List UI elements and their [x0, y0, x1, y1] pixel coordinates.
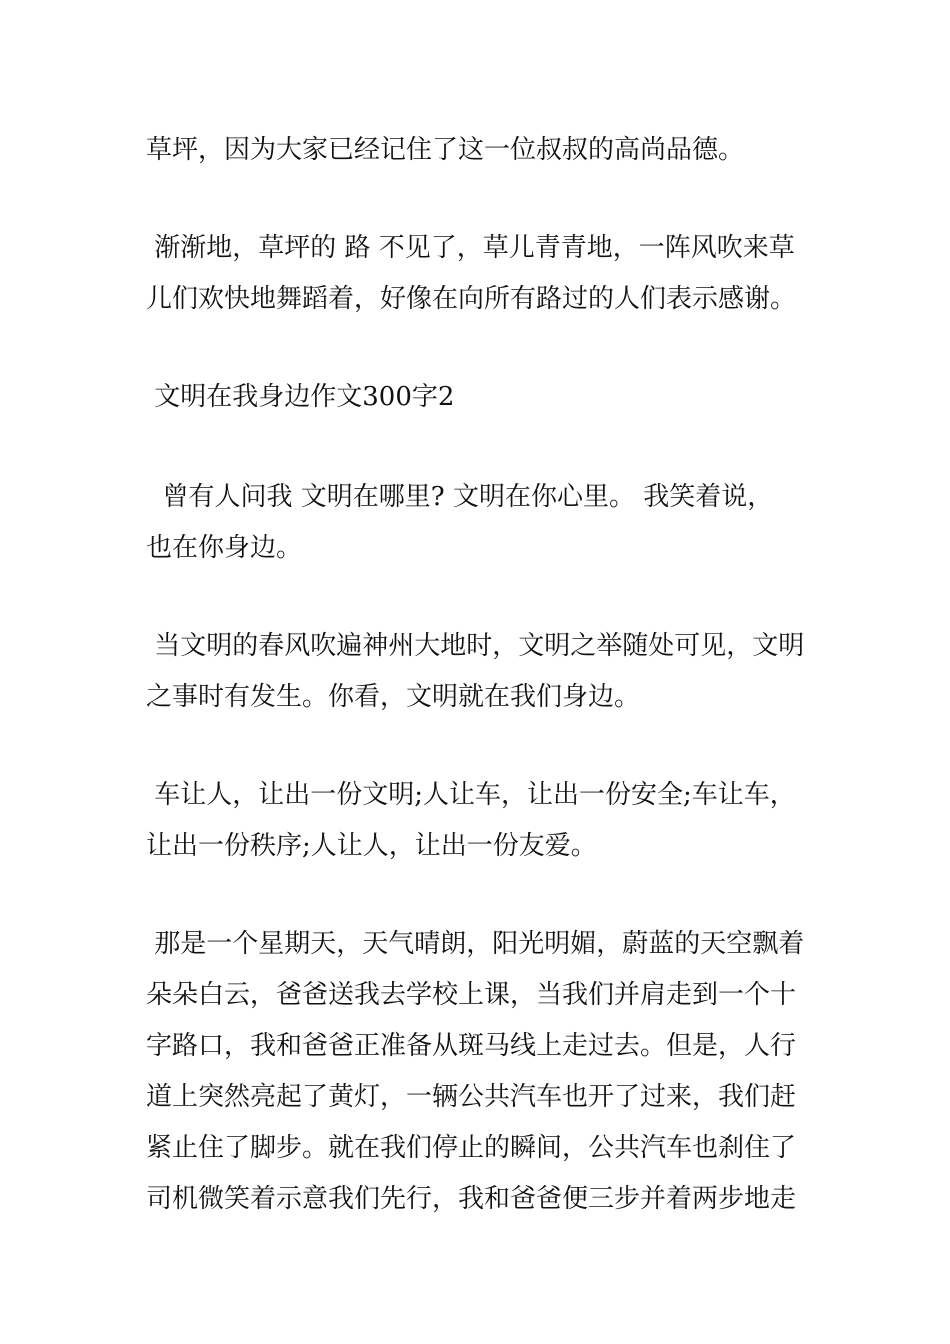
- text-line: 渐渐地，草坪的 路 不见了，草儿青青地，一阵风吹来草: [146, 233, 795, 263]
- text-line: 草坪，因为大家已经记住了这一位叔叔的高尚品德。: [146, 135, 745, 165]
- text-line: 道上突然亮起了黄灯，一辆公共汽车也开了过来，我们赶: [146, 1082, 797, 1112]
- text-line: 让出一份秩序;人让人，让出一份友爱。: [146, 831, 597, 861]
- text-line: 司机微笑着示意我们先行，我和爸爸便三步并着两步地走: [146, 1184, 797, 1214]
- text-line: 那是一个星期天，天气晴朗，阳光明媚，蔚蓝的天空飘着: [146, 929, 805, 959]
- text-line: 字路口，我和爸爸正准备从斑马线上走过去。但是，人行: [146, 1031, 797, 1061]
- text-line: 曾有人问我 文明在哪里? 文明在你心里。 我笑着说，: [146, 482, 774, 512]
- section-heading: 文明在我身边作文300字2: [146, 382, 455, 412]
- text-line: 当文明的春风吹遍神州大地时，文明之举随处可见，文明: [146, 631, 805, 661]
- text-line: 儿们欢快地舞蹈着，好像在向所有路过的人们表示感谢。: [146, 284, 797, 314]
- text-line: 也在你身边。: [146, 533, 303, 563]
- text-line: 朵朵白云，爸爸送我去学校上课，当我们并肩走到一个十: [146, 980, 797, 1010]
- text-line: 之事时有发生。你看，文明就在我们身边。: [146, 682, 641, 712]
- text-line: 紧止住了脚步。就在我们停止的瞬间，公共汽车也刹住了: [146, 1133, 797, 1163]
- text-line: 车让人，让出一份文明;人让车，让出一份安全;车让车，: [146, 780, 796, 810]
